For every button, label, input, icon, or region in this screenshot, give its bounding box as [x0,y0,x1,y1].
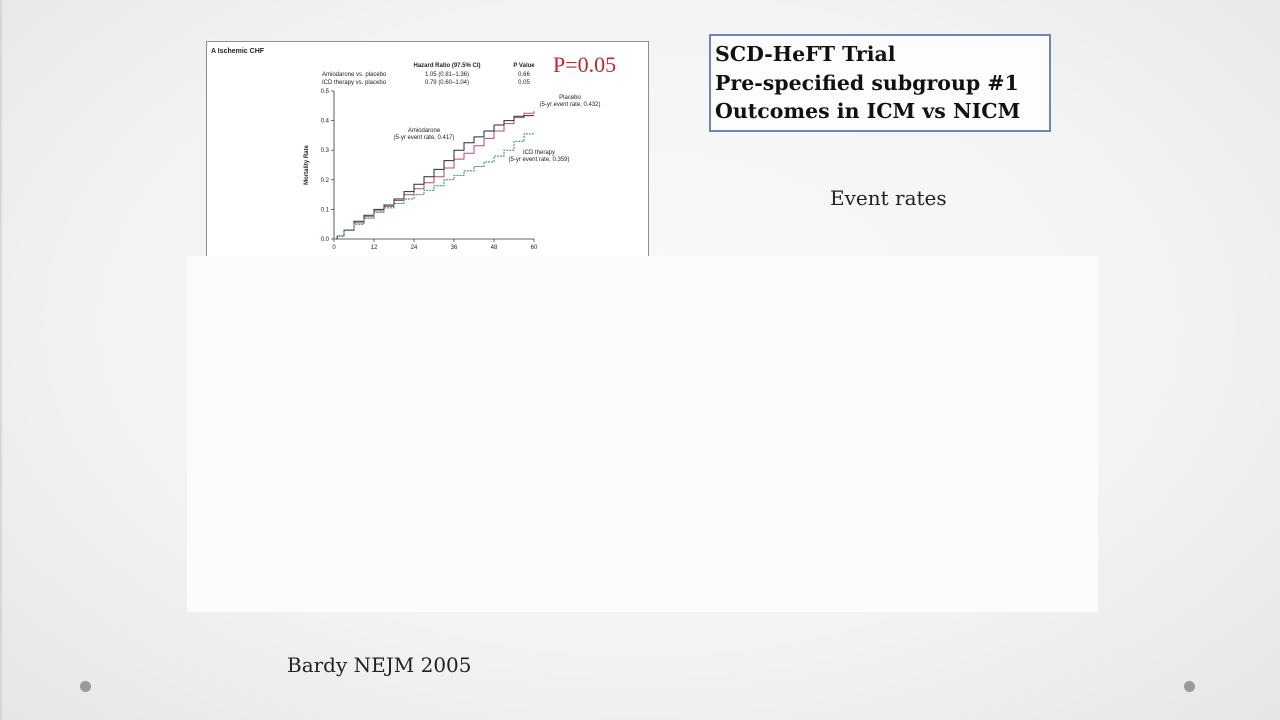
slide-title-box [709,34,1051,132]
citation: Bardy NEJM 2005 [287,653,472,677]
x-tick-label: 0 [332,245,336,251]
annotation-placebo-line-1: Placebo [559,95,581,101]
stats-row1-hr: 1.05 (0.81–1.36) [424,72,470,78]
nav-dot-right [1184,681,1195,692]
panel-title: A Ischemic CHF [211,48,265,55]
event-rates-label: Event rates [830,186,947,210]
y-tick-label: 0.1 [320,207,329,214]
y-tick-label: 0.5 [320,89,329,95]
x-tick-label: 48 [490,245,498,251]
x-tick-label: 36 [450,245,458,251]
nav-dot-left [80,681,91,692]
stats-header-hr: Hazard Ratio (97.5% CI) [413,63,481,69]
x-tick-label: 12 [370,245,378,251]
y-tick-label: 0.2 [320,177,329,184]
slide-edge-shadow [0,0,3,720]
chart-annotations [393,95,600,163]
annotation-icd-therapy-line-2: (5-yr event rate, 0.359) [508,157,570,163]
annotation-placebo-line-2: (5-yr event rate, 0.432) [539,102,601,108]
series-line-icd-therapy [334,133,534,239]
annotation-amiodarone-line-1: Amiodarone [407,128,441,134]
y-axis-label: Mortality Rate [304,145,310,185]
chart-ticks [321,89,538,251]
stats-header-p: P Value [513,63,535,69]
y-tick-label: 0.3 [320,148,329,155]
blank-content-panel [187,256,1098,612]
annotation-amiodarone-line-2: (5-yr event rate, 0.417) [393,135,455,141]
y-tick-label: 0.0 [320,237,329,243]
title-line-2: Pre-specified subgroup #1 [715,70,1019,95]
y-tick-label: 0.4 [320,118,329,125]
stats-row2-label: ICD therapy vs. placebo [322,80,387,86]
stats-row2-p: 0.05 [518,80,530,86]
stats-row2-hr: 0.79 (0.60–1.04) [424,80,470,86]
p-value-overlay: P=0.05 [553,52,617,77]
title-line-1: SCD-HeFT Trial [715,42,896,66]
stats-row1-p: 0.66 [518,72,530,78]
stats-table [322,63,535,86]
stats-row1-label: Amiodarone vs. placebo [322,72,387,78]
x-tick-label: 60 [530,245,538,251]
title-line-3: Outcomes in ICM vs NICM [715,99,1021,123]
annotation-icd-therapy-line-1: ICD therapy [522,150,556,156]
x-tick-label: 24 [410,245,418,251]
